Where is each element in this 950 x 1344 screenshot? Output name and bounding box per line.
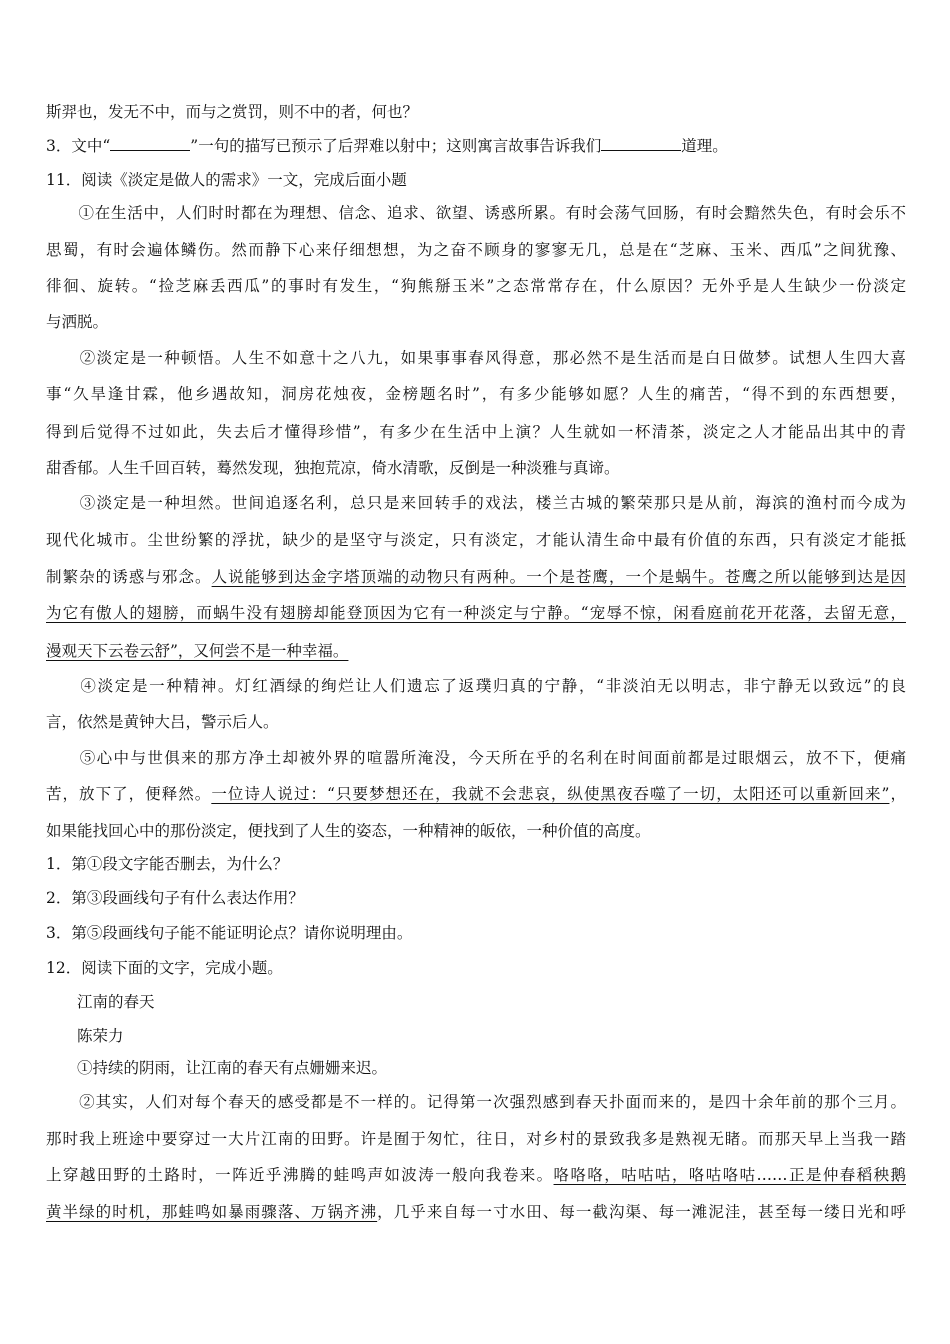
text-line: [46, 239, 906, 261]
text-line: [46, 991, 906, 1013]
answer-blank: [110, 135, 190, 151]
text-segment: 现代化城市。尘世纷繁的浮扰，缺少的是坚守与淡定，只有淡定，才能认清生命中最有价值的东西，只有淡定才能抵: [46, 531, 906, 549]
text-line: [46, 922, 906, 944]
text-segment: ①持续的阴雨，让江南的春天有点姗姗来迟。: [46, 1059, 388, 1077]
text-segment: 陈荣力: [46, 1027, 124, 1045]
text-segment: 上穿越田野的土路时，一阵近乎沸腾的蛙鸣声如波涛一般向我卷来。: [46, 1166, 554, 1184]
text-segment: 甜香郁。人生千回百转，蓦然发现，独抱荒凉，倚水清歌，反倒是一种淡雅与真谛。: [46, 459, 620, 477]
text-segment: ②淡定是一种顿悟。人生不如意十之八九，如果事事春风得意，那必然不是生活而是白日做梦。试想人生四大喜: [46, 349, 906, 367]
text-segment: 思蜀，有时会遍体鳞伤。然而静下心来仔细想想，为之奋不顾身的寥寥无几，总是在“芝麻、玉米、西瓜”之间犹豫、: [46, 241, 906, 259]
text-line: [46, 887, 906, 909]
text-line: [46, 347, 906, 369]
text-segment: ③淡定是一种坦然。世间追逐名利，总只是来回转手的戏法，楼兰古城的繁荣那只是从前，海滨的渔村而今成为: [46, 494, 906, 512]
text-segment: 江南的春天: [46, 993, 155, 1011]
text-segment: 道理。: [681, 137, 728, 155]
text-line: [46, 311, 906, 333]
text-line: [46, 529, 906, 551]
text-line: [46, 169, 906, 191]
text-line: [46, 640, 906, 662]
underlined-text: 黄半绿的时机，那蛙鸣如暴雨骤落、万锅齐沸: [46, 1203, 378, 1221]
text-line: [46, 1164, 906, 1186]
text-segment: ①在生活中，人们时时都在为理想、信念、追求、欲望、诱惑所累。有时会荡气回肠，有时会黯然失色，有时会乐不: [46, 204, 906, 222]
text-line: [46, 747, 906, 769]
text-segment: 得到后觉得不过如此，失去后才懂得珍惜”，有多少在生活中上演？人生就如一杯清茶，淡定之人才能品出其中的青: [46, 423, 906, 441]
text-segment: 斯羿也，发无不中，而与之赏罚，则不中的者，何也？: [46, 103, 419, 121]
text-segment: 与洒脱。: [46, 313, 109, 331]
text-segment: 那时我上班途中要穿过一大片江南的田野。许是囿于匆忙，往日，对乡村的景致我多是熟视无睹。而那天早上当我一踏: [46, 1130, 906, 1148]
text-segment: 11．阅读《淡定是做人的需求》一文，完成后面小题: [46, 171, 407, 189]
text-line: [46, 1057, 906, 1079]
text-line: [46, 202, 906, 224]
text-line: [46, 566, 906, 588]
text-segment: ，: [889, 785, 906, 803]
underlined-text: 漫观天下云卷云舒”，又何尝不是一种幸福。: [46, 642, 349, 660]
text-line: [46, 853, 906, 875]
underlined-text: 一位诗人说过：“只要梦想还在，我就不会悲哀，纵使黑夜吞噬了一切，太阳还可以重新回来”: [211, 785, 890, 803]
text-segment: 3．第⑤段画线句子能不能证明论点？请你说明理由。: [46, 924, 413, 942]
underlined-text: 咯咯咯，咕咕咕，咯咕咯咕……正是仲春稻秧鹅: [553, 1166, 906, 1184]
text-segment: 3．文中“: [46, 137, 111, 155]
text-segment: 制繁杂的诱惑与邪念。: [46, 568, 212, 586]
text-line: [46, 1091, 906, 1113]
text-segment: 言，依然是黄钟大吕，警示后人。: [46, 713, 279, 731]
text-segment: ，几乎来自每一寸水田、每一截沟渠、每一滩泥洼，甚至每一缕日光和呼: [377, 1203, 906, 1221]
text-line: [46, 1128, 906, 1150]
text-segment: 1．第①段文字能否删去，为什么？: [46, 855, 289, 873]
underlined-text: 为它有傲人的翅膀，而蜗牛没有翅膀却能登顶因为它有一种淡定与宁静。“宠辱不惊，闲看庭前花开花落，去留无意，: [46, 604, 906, 622]
text-segment: ④淡定是一种精神。灯红酒绿的绚烂让人们遗忘了返璞归真的宁静，“非淡泊无以明志，非宁静无以致远”的良: [46, 677, 906, 695]
text-line: [46, 421, 906, 443]
text-segment: 12．阅读下面的文字，完成小题。: [46, 959, 283, 977]
underlined-text: 人说能够到达金字塔顶端的动物只有两种。一个是苍鹰，一个是蜗牛。苍鹰之所以能够到达是因: [211, 568, 906, 586]
text-segment: 如果能找回心中的那份淡定，便找到了人生的姿态，一种精神的皈依，一种价值的高度。: [46, 822, 651, 840]
text-segment: ⑤心中与世俱来的那方净土却被外界的喧嚣所淹没，今天所在乎的名利在时间面前都是过眼烟云，放不下，便痛: [46, 749, 906, 767]
text-line: [46, 275, 906, 297]
text-segment: ②其实，人们对每个春天的感受都是不一样的。记得第一次强烈感到春天扑面而来的，是四十余年前的那个三月。: [46, 1093, 906, 1111]
text-line: [46, 1025, 906, 1047]
text-line: [46, 820, 906, 842]
text-line: [46, 1201, 906, 1223]
text-segment: 徘徊、旋转。“捡芝麻丢西瓜”的事时有发生，“狗熊掰玉米”之态常常存在，什么原因？无外乎是人生缺少一份淡定: [46, 277, 906, 295]
text-line: [46, 675, 906, 697]
text-line: [46, 383, 906, 405]
text-line: [46, 957, 906, 979]
text-line: [46, 602, 906, 624]
text-segment: 苦，放下了，便释然。: [46, 785, 212, 803]
text-segment: 2．第③段画线句子有什么表达作用？: [46, 889, 304, 907]
text-line: [46, 492, 906, 514]
text-segment: 事“久旱逢甘霖，他乡遇故知，洞房花烛夜，金榜题名时”，有多少能够如愿？人生的痛苦，“得不到的东西想要，: [46, 385, 906, 403]
text-line: [46, 457, 906, 479]
answer-blank: [601, 135, 681, 151]
text-line: [46, 135, 906, 157]
text-line: [46, 783, 906, 805]
text-line: [46, 101, 906, 123]
text-line: [46, 711, 906, 733]
text-segment: ”一句的描写已预示了后羿难以射中；这则寓言故事告诉我们: [190, 137, 602, 155]
